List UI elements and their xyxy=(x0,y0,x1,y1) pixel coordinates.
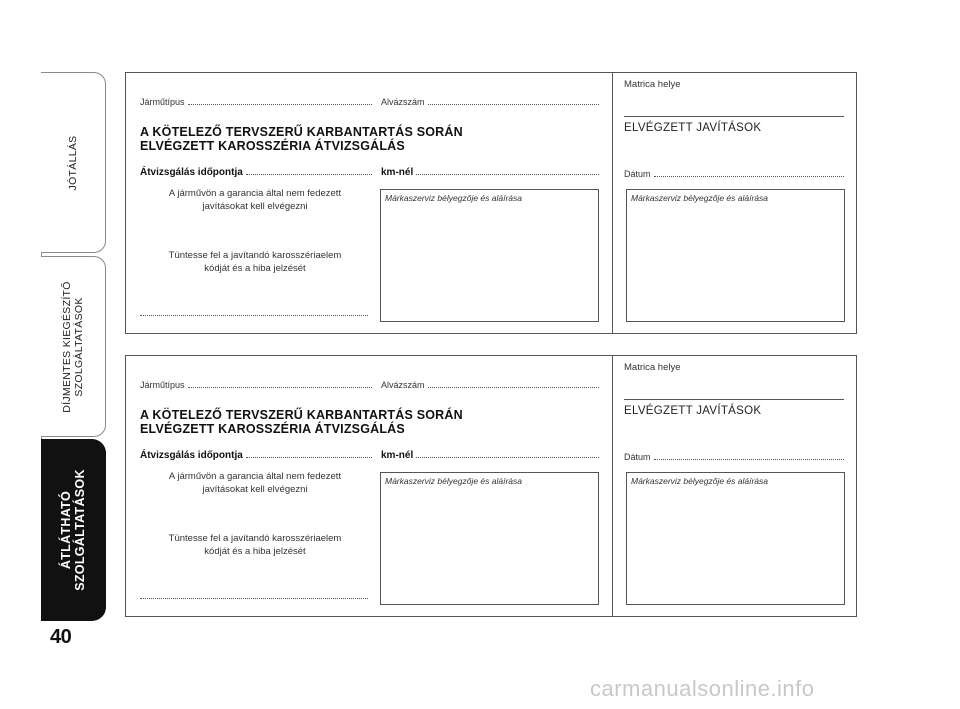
km-field[interactable] xyxy=(381,450,599,461)
repairs-title: ELVÉGZETT JAVÍTÁSOK xyxy=(624,122,762,134)
warranty-note: A járművön a garancia által nem fedezett javításokat kell elvégezni xyxy=(168,471,342,495)
vehicle-type-label: Járműtípus xyxy=(140,97,185,107)
repair-date-label: Dátum xyxy=(624,169,651,179)
inspection-date-label: Átvizsgálás időpontja xyxy=(140,450,243,461)
repairs-title: ELVÉGZETT JAVÍTÁSOK xyxy=(624,405,762,417)
repairs-stamp-box[interactable] xyxy=(626,189,845,322)
repair-date-field[interactable] xyxy=(624,169,844,179)
repairs-stamp-box[interactable] xyxy=(626,472,845,605)
tab-label: DÍJMENTES KIEGÉSZÍTŐ SZOLGÁLTATÁSOK xyxy=(61,280,85,413)
stamp-caption: Márkaszerviz bélyegzője és aláírása xyxy=(385,193,523,203)
vehicle-type-field[interactable] xyxy=(140,380,372,390)
warranty-note: A járművön a garancia által nem fedezett javításokat kell elvégezni xyxy=(168,188,342,212)
dealer-stamp-box[interactable] xyxy=(380,472,599,605)
inspection-card xyxy=(125,355,857,617)
defect-note: Tüntesse fel a javítandó karosszériaelem kódját és a hiba jelzését xyxy=(168,533,342,557)
tab-label: ÁTLÁTHATÓ SZOLGÁLTATÁSOK xyxy=(59,469,87,591)
defect-entry-line[interactable] xyxy=(140,315,368,316)
chassis-number-field[interactable] xyxy=(381,380,599,390)
stamp-caption: Márkaszerviz bélyegzője és aláírása xyxy=(385,476,523,486)
card-divider xyxy=(612,73,613,333)
repair-date-field[interactable] xyxy=(624,452,844,462)
tab-atlathato-szolgaltatasok[interactable] xyxy=(41,439,106,621)
sticker-divider xyxy=(624,116,844,117)
tab-label: JÓTÁLLÁS xyxy=(67,135,79,190)
inspection-card xyxy=(125,72,857,334)
dealer-stamp-box[interactable] xyxy=(380,189,599,322)
card-title: A KÖTELEZŐ TERVSZERŰ KARBANTARTÁS SORÁN ELVÉGZETT KAROSSZÉRIA ÁTVIZSGÁLÁS xyxy=(140,408,463,436)
tab-jotallas[interactable] xyxy=(41,72,106,253)
defect-entry-line[interactable] xyxy=(140,598,368,599)
chassis-number-label: Alvázszám xyxy=(381,97,425,107)
vehicle-type-field[interactable] xyxy=(140,97,372,107)
km-label: km-nél xyxy=(381,167,414,178)
repairs-stamp-caption: Márkaszerviz bélyegzője és aláírása xyxy=(631,476,769,486)
chassis-number-label: Alvázszám xyxy=(381,380,425,390)
repair-date-label: Dátum xyxy=(624,452,651,462)
km-label: km-nél xyxy=(381,450,414,461)
defect-note: Tüntesse fel a javítandó karosszériaelem kódját és a hiba jelzését xyxy=(168,250,342,274)
chassis-number-field[interactable] xyxy=(381,97,599,107)
tab-dijmentes-kiegeszito-szolgaltatasok[interactable] xyxy=(41,256,106,437)
inspection-date-label: Átvizsgálás időpontja xyxy=(140,167,243,178)
sticker-divider xyxy=(624,399,844,400)
inspection-date-field[interactable] xyxy=(140,167,372,178)
watermark: carmanualsonline.info xyxy=(590,676,815,701)
page-number: 40 xyxy=(50,626,72,648)
sticker-label: Matrica helye xyxy=(624,79,681,90)
inspection-date-field[interactable] xyxy=(140,450,372,461)
card-divider xyxy=(612,356,613,616)
vehicle-type-label: Járműtípus xyxy=(140,380,185,390)
repairs-stamp-caption: Márkaszerviz bélyegzője és aláírása xyxy=(631,193,769,203)
sticker-label: Matrica helye xyxy=(624,362,681,373)
km-field[interactable] xyxy=(381,167,599,178)
card-title: A KÖTELEZŐ TERVSZERŰ KARBANTARTÁS SORÁN ELVÉGZETT KAROSSZÉRIA ÁTVIZSGÁLÁS xyxy=(140,125,463,153)
